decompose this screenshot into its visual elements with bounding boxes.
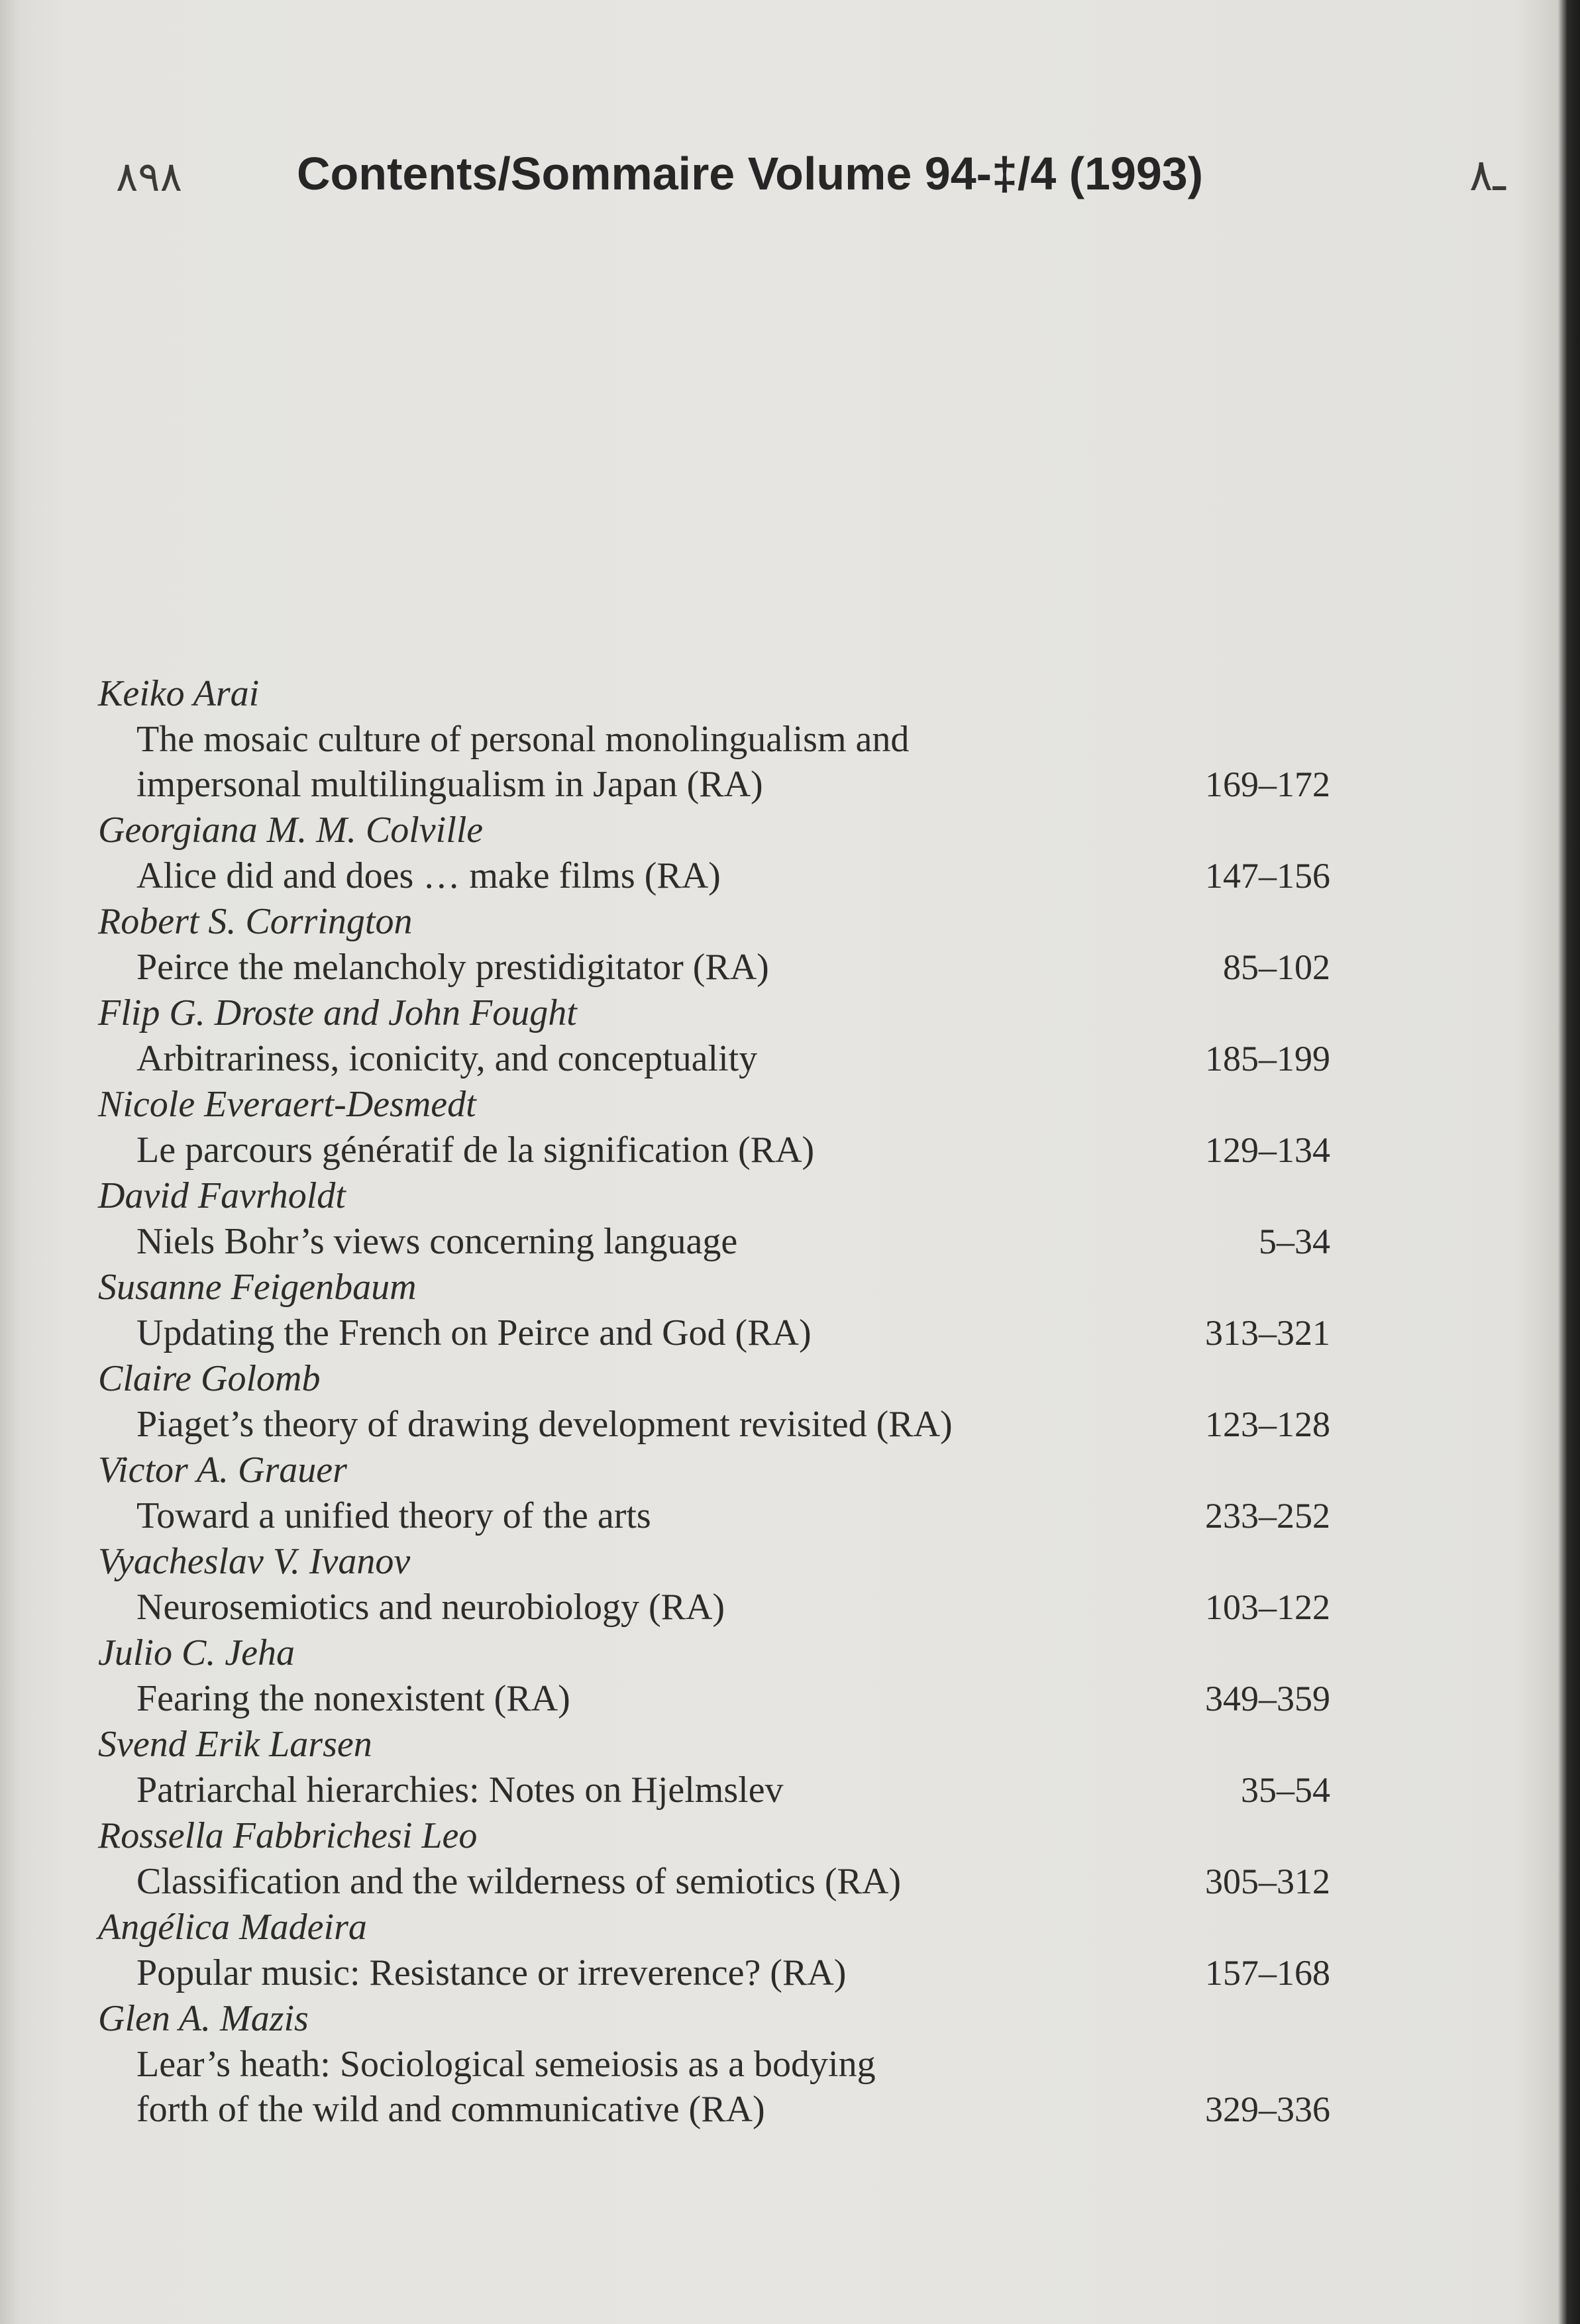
toc-entry [98,1721,1330,1813]
toc-entry [98,1813,1330,1904]
toc-entry-author: Julio C. Jeha [98,1632,295,1673]
toc-entry-pages: 169–172 [1205,765,1330,804]
toc-entry-title [98,1402,1330,1447]
toc-entry [98,990,1330,1081]
toc-entry-title [98,1310,1330,1355]
toc-entry-title-line: Patriarchal hierarchies: Notes on Hjelmslev [136,1769,784,1811]
toc-entry-author: Robert S. Corrington [98,901,413,942]
toc-entry-author: Angélica Madeira [98,1907,367,1948]
toc-entry [98,1355,1330,1447]
toc-entry-title [98,1219,1330,1264]
toc-entry-author: Nicole Everaert-Desmedt [98,1084,476,1125]
toc-entry-pages: 349–359 [1205,1679,1330,1718]
toc-entry-author: Georgiana M. M. Colville [98,810,484,851]
toc-entry-title [98,2042,1330,2132]
toc-entry-title [98,1768,1330,1813]
toc-entry-pages: 85–102 [1223,947,1330,987]
toc-entry [98,1538,1330,1630]
toc-entry-title-line: Toward a unified theory of the arts [136,1495,651,1536]
toc-entry [98,1173,1330,1264]
toc-entry-title [98,853,1330,898]
toc-entry-title-line: Alice did and does … make films (RA) [136,855,721,896]
toc-entry-title [98,1493,1330,1538]
toc-entry-pages: 35–54 [1241,1770,1330,1810]
toc-entry [98,1904,1330,1995]
toc-entry [98,1081,1330,1173]
toc-entry-author: David Favrholdt [98,1175,346,1216]
toc-entry [98,1995,1330,2132]
handwritten-page-mark-left: ٨٩٨ [116,152,182,201]
toc-entry-title-line: Arbitrariness, iconicity, and conceptuality [136,1038,758,1079]
toc-entry-title [98,945,1330,990]
toc-entry-title [98,1859,1330,1904]
toc-entry-author: Vyacheslav V. Ivanov [98,1541,411,1582]
toc-entry [98,898,1330,990]
toc-entry-title-line: Le parcours génératif de la signification (RA) [136,1130,815,1171]
page-header [0,147,1580,213]
toc-entry-title-line: Niels Bohr’s views concerning language [136,1221,738,1262]
toc-entry-title-line: Fearing the nonexistent (RA) [136,1678,570,1719]
toc-entry-author: Claire Golomb [98,1358,321,1399]
toc-entry-pages: 305–312 [1205,1862,1330,1901]
toc-entry [98,807,1330,898]
toc-entry-pages: 147–156 [1205,856,1330,896]
toc-entry-author: Svend Erik Larsen [98,1724,372,1765]
toc-entry [98,1630,1330,1721]
page-title: Contents/Sommaire Volume 94-‡/4 (1993) [297,148,1204,199]
toc-entry-title-line: Neurosemiotics and neurobiology (RA) [136,1587,725,1628]
toc-entry-title-line: impersonal multilingualism in Japan (RA) [136,764,763,805]
toc-entry-pages: 5–34 [1259,1222,1330,1261]
toc-entry-title-line: Updating the French on Peirce and God (RA) [136,1312,812,1353]
toc-entry-title [98,1950,1330,1995]
toc-entry-title [98,1676,1330,1721]
toc-entry-pages: 103–122 [1205,1587,1330,1627]
toc-entry-pages: 329–336 [1205,2089,1330,2129]
toc-entry-pages: 129–134 [1205,1130,1330,1170]
toc-entry-title-line: The mosaic culture of personal monolingualism and [136,719,910,760]
toc-entry-title-line: Popular music: Resistance or irreverence? (RA) [136,1952,847,1993]
toc-entry-pages: 157–168 [1205,1953,1330,1993]
handwritten-page-mark-right: ـ٨ [1469,150,1506,201]
toc-entry-title [98,717,1330,807]
toc-entry [98,670,1330,807]
toc-entry-author: Flip G. Droste and John Fought [98,992,577,1033]
toc-entry-author: Susanne Feigenbaum [98,1267,417,1308]
toc-entry-author: Rossella Fabbrichesi Leo [98,1815,478,1856]
toc-entry [98,1447,1330,1538]
toc-entry-pages: 233–252 [1205,1496,1330,1536]
table-of-contents [98,670,1330,2132]
toc-entry-title [98,1585,1330,1630]
toc-entry-title-line: forth of the wild and communicative (RA) [136,2089,765,2130]
toc-entry-title [98,1036,1330,1081]
toc-entry-pages: 123–128 [1205,1404,1330,1444]
toc-entry [98,1264,1330,1355]
toc-entry-author: Glen A. Mazis [98,1998,309,2039]
toc-entry-author: Victor A. Grauer [98,1450,347,1491]
toc-entry-title-line: Piaget’s theory of drawing development revisited (RA) [136,1404,953,1445]
toc-entry-pages: 313–321 [1205,1313,1330,1353]
toc-entry-title-line: Lear’s heath: Sociological semeiosis as a bodying [136,2044,876,2085]
toc-entry-title-line: Peirce the melancholy prestidigitator (RA) [136,947,769,988]
toc-entry-title-line: Classification and the wilderness of semiotics (RA) [136,1861,901,1902]
toc-entry-pages: 185–199 [1205,1039,1330,1079]
toc-entry-author: Keiko Arai [98,673,260,714]
toc-entry-title [98,1128,1330,1173]
